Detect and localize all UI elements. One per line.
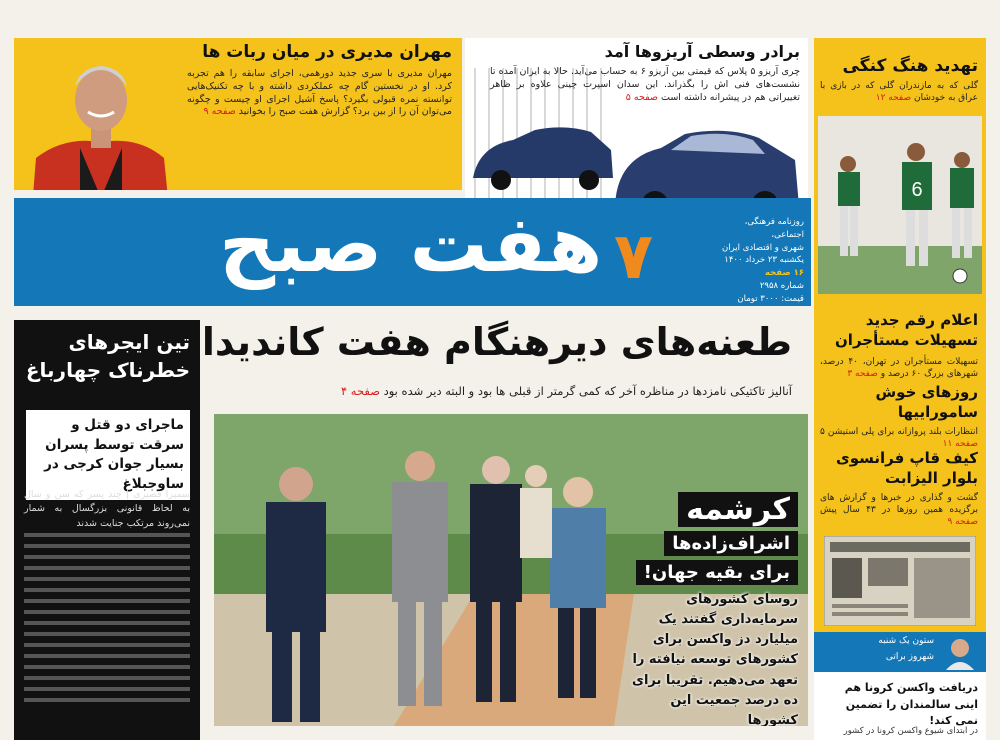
right-column [814, 38, 986, 632]
subhead-page-ref[interactable]: صفحه ۴ [340, 384, 380, 398]
overlay-line2: اشراف‌زاده‌ها [664, 531, 798, 556]
leftcol-subtitle[interactable]: ماجرای دو قتل و سرقت توسط پسران بسیار جوان کرجی در ساوجبلاغ [26, 410, 190, 500]
leftcol-text-lines [24, 526, 190, 709]
story4-title[interactable]: کیف قاپ فرانسوی بلوار الیزابت [835, 449, 978, 488]
masthead-info [714, 216, 804, 305]
overlay-line3: برای بقیه جهان! [636, 560, 798, 585]
cars-page-ref[interactable]: صفحه ۵ [625, 91, 658, 103]
newspaper-logo[interactable]: هفت صبح [219, 200, 603, 290]
main-headline[interactable]: طعنه‌های دیرهنگام هفت کاندیدا [201, 320, 792, 364]
logo-number: ۷ [614, 220, 654, 294]
columnist-banner[interactable] [814, 632, 986, 672]
story4-text: گشت و گذاری در خبرها و گزارش های برگزیده همین روزها در ۴۳ سال پیش صفحه ۹ [820, 493, 978, 528]
masthead-pages: ۱۶ صفحه [765, 268, 804, 278]
mehran-text: مهران مدیری با سری جدید دورهمی، اجرای سابقه را هم تجربه کرد. او در نخستین گام چه عملکردی داشته و با چه تکنیک‌هایی توانسته نمره قبولی بگیرد؟ پاسخ آشیل اجرای او چیست و چگونه می‌توان آن را از بین برد؟ گزارش هفت صبح را بخوانید صفحه ۹ [187, 68, 452, 118]
leftcol-title[interactable]: تین ایجرهای خطرناک چهارباغ [25, 330, 190, 382]
masthead-info-line: شهری و اقتصادی ایران [721, 242, 804, 253]
masthead [14, 198, 811, 306]
cars-photo [465, 38, 808, 198]
bottom-right-block [814, 632, 986, 740]
mehran-photo [14, 38, 189, 190]
feature-cars[interactable] [465, 38, 808, 198]
story1-page-ref[interactable]: صفحه ۱۲ [875, 93, 912, 104]
story3-page-ref[interactable]: صفحه ۱۱ [942, 439, 978, 450]
photo-caption: روسای کشورهای سرمایه‌داری گفتند یک میلیارد دز واکسن برای کشورهای توسعه نیافته را تعهد می‌دهیم. تقریبا برای ده درصد جمعیت این کشورها [632, 592, 798, 726]
football-photo [818, 116, 982, 294]
story2-page-ref[interactable]: صفحه ۳ [847, 369, 878, 380]
mehran-page-ref[interactable]: صفحه ۹ [203, 106, 236, 118]
overlay-line1[interactable]: کرشمه [678, 492, 798, 527]
bottom-right-text: در ابتدای شیوع واکسن کرونا در کشور [843, 726, 978, 736]
main-subheadline: آنالیز تاکتیکی نامزدها در مناظره آخر که کمی گرمتر از قبلی ها بود و البته دیر شده بود صفحه ۴ [340, 384, 792, 398]
columnist-label: ستون یک شنبه [878, 636, 934, 646]
story3-text: انتظارات بلند پروازانه برای پلی استیشن ۵ صفحه ۱۱ [820, 427, 978, 450]
photo-overlay-title [636, 492, 798, 585]
mehran-title[interactable]: مهران مدیری در میان ربات ها [202, 42, 452, 62]
masthead-date: یکشنبه ۲۳ خرداد ۱۴۰۰ [724, 255, 804, 266]
story1-title[interactable]: تهدید هنگ کنگی [842, 56, 978, 76]
masthead-issue: شماره ۲۹۵۸ [759, 280, 804, 291]
masthead-price: قیمت: ۳۰۰۰ تومان [737, 293, 804, 304]
cars-title[interactable]: برادر وسطی آریزوها آمد [604, 42, 800, 61]
story1-text: گلی که به مازندران گلی که در بازی با عراق به خودشان صفحه ۱۲ [820, 81, 978, 104]
columnist-avatar [942, 634, 978, 670]
svg-text:6: 6 [911, 179, 923, 201]
bottom-right-title[interactable]: دریافت واکسن کرونا هم اینی سالمندان را تضمین نمی کند! [844, 681, 978, 727]
g7-photo-block [214, 414, 808, 726]
cars-text: چری آریزو ۵ پلاس که قیمتی بین آریزو ۶ به حساب می‌آید. حالا به ایران آمده تا نشست‌های فنی اش را بگذراند. این سدان اسپرت چینی علاوه بر ظاهر تغییراتی هم در پیشرانه داشته است صفحه ۵ [490, 66, 800, 103]
story2-text: تسهیلات مستأجران در تهران، ۴۰ درصد، شهرهای بزرگ ۶۰ درصد و صفحه ۳ [820, 357, 978, 380]
story2-title[interactable]: اعلام رقم جدید تسهیلات مستأجران [835, 311, 978, 350]
columnist-name: شهروز براتی [885, 652, 934, 662]
left-column [14, 320, 200, 740]
story4-page-ref[interactable]: صفحه ۹ [947, 517, 978, 528]
feature-mehran[interactable] [14, 38, 462, 190]
leftcol-body: سمیرا قصیری | چند پسر که سن و سال به لحاظ قانونی بزرگسال به شمار نمی‌روند مرتکب جنایت شدند [24, 489, 190, 529]
story3-title[interactable]: روزهای خوش ساموراییها [875, 383, 978, 422]
old-newspaper-image [824, 536, 976, 626]
masthead-info-line: روزنامه فرهنگی، اجتماعی، [744, 217, 804, 240]
